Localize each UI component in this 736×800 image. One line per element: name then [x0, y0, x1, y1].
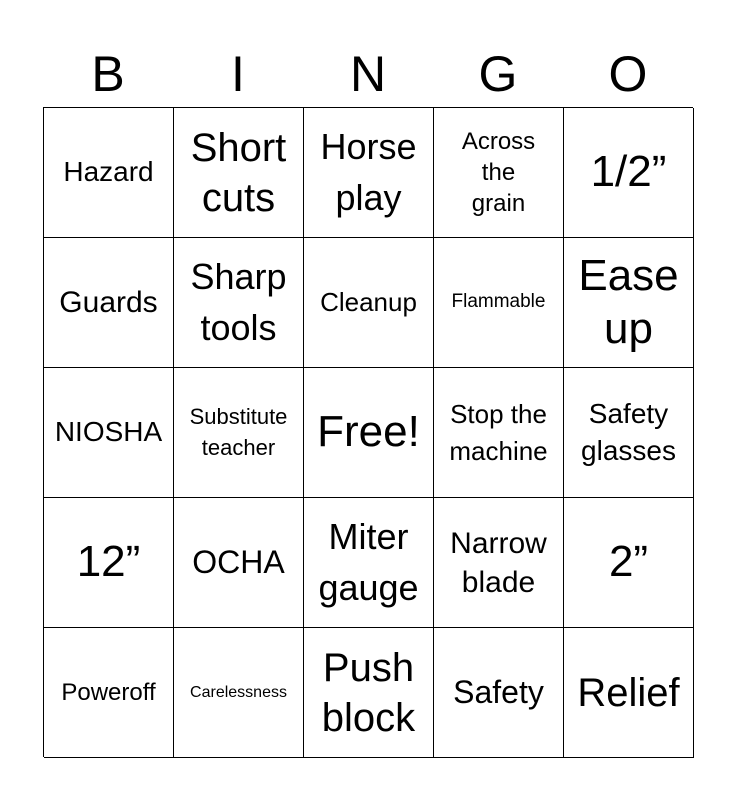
cell-label: Safety [453, 674, 544, 711]
bingo-cell[interactable] [434, 108, 564, 238]
bingo-cell[interactable] [174, 238, 304, 368]
bingo-cell[interactable] [304, 368, 434, 498]
bingo-cell[interactable] [44, 108, 174, 238]
cell-label: 12” [76, 537, 141, 587]
bingo-cell[interactable] [434, 498, 564, 628]
bingo-cell[interactable] [564, 108, 694, 238]
bingo-cell[interactable] [304, 498, 434, 628]
bingo-cell[interactable] [44, 498, 174, 628]
cell-label: OCHA [192, 544, 285, 581]
bingo-cell[interactable] [174, 498, 304, 628]
cell-label: Horse play [320, 126, 417, 218]
cell-label: 1/2” [590, 147, 667, 197]
cell-label: Push block [321, 645, 416, 740]
cell-label: Guards [59, 286, 158, 319]
cell-label: Short cuts [190, 125, 287, 220]
header-letter-b: B [91, 46, 125, 102]
bingo-cell[interactable] [564, 628, 694, 758]
cell-label: NIOSHA [54, 416, 163, 448]
cell-label: Ease up [578, 250, 679, 353]
cell-label: Hazard [63, 156, 154, 188]
bingo-cell[interactable] [304, 628, 434, 758]
bingo-cell[interactable] [44, 368, 174, 498]
cell-label: 2” [608, 537, 649, 587]
bingo-board [43, 107, 693, 757]
bingo-cell[interactable] [564, 498, 694, 628]
cell-label: Stop the machine [449, 399, 548, 466]
bingo-header [43, 42, 693, 106]
bingo-cell[interactable] [434, 368, 564, 498]
cell-label: Miter gauge [318, 516, 419, 608]
bingo-cell[interactable] [304, 108, 434, 238]
bingo-cell[interactable] [564, 368, 694, 498]
bingo-cell[interactable] [564, 238, 694, 368]
bingo-cell[interactable] [44, 238, 174, 368]
cell-label: Relief [577, 670, 680, 715]
cell-label: Narrow blade [450, 526, 547, 599]
cell-label: Substitute teacher [189, 403, 288, 460]
cell-label: Cleanup [320, 287, 417, 318]
bingo-cell[interactable] [174, 628, 304, 758]
bingo-cell[interactable] [304, 238, 434, 368]
cell-label: Across the grain [461, 127, 536, 218]
cell-label: Flammable [451, 291, 546, 313]
bingo-cell[interactable] [434, 628, 564, 758]
bingo-cell[interactable] [174, 368, 304, 498]
header-letter-o: O [608, 46, 648, 102]
cell-label: Free! [317, 407, 420, 457]
bingo-cell[interactable] [44, 628, 174, 758]
header-letter-i: I [231, 46, 245, 102]
bingo-cell[interactable] [434, 238, 564, 368]
cell-label: Poweroff [61, 678, 156, 706]
bingo-cell[interactable] [174, 108, 304, 238]
cell-label: Safety glasses [581, 398, 676, 466]
cell-label: Sharp tools [190, 256, 287, 348]
header-letter-n: N [349, 46, 387, 102]
header-letter-g: G [478, 46, 518, 102]
cell-label: Carelessness [190, 683, 287, 701]
